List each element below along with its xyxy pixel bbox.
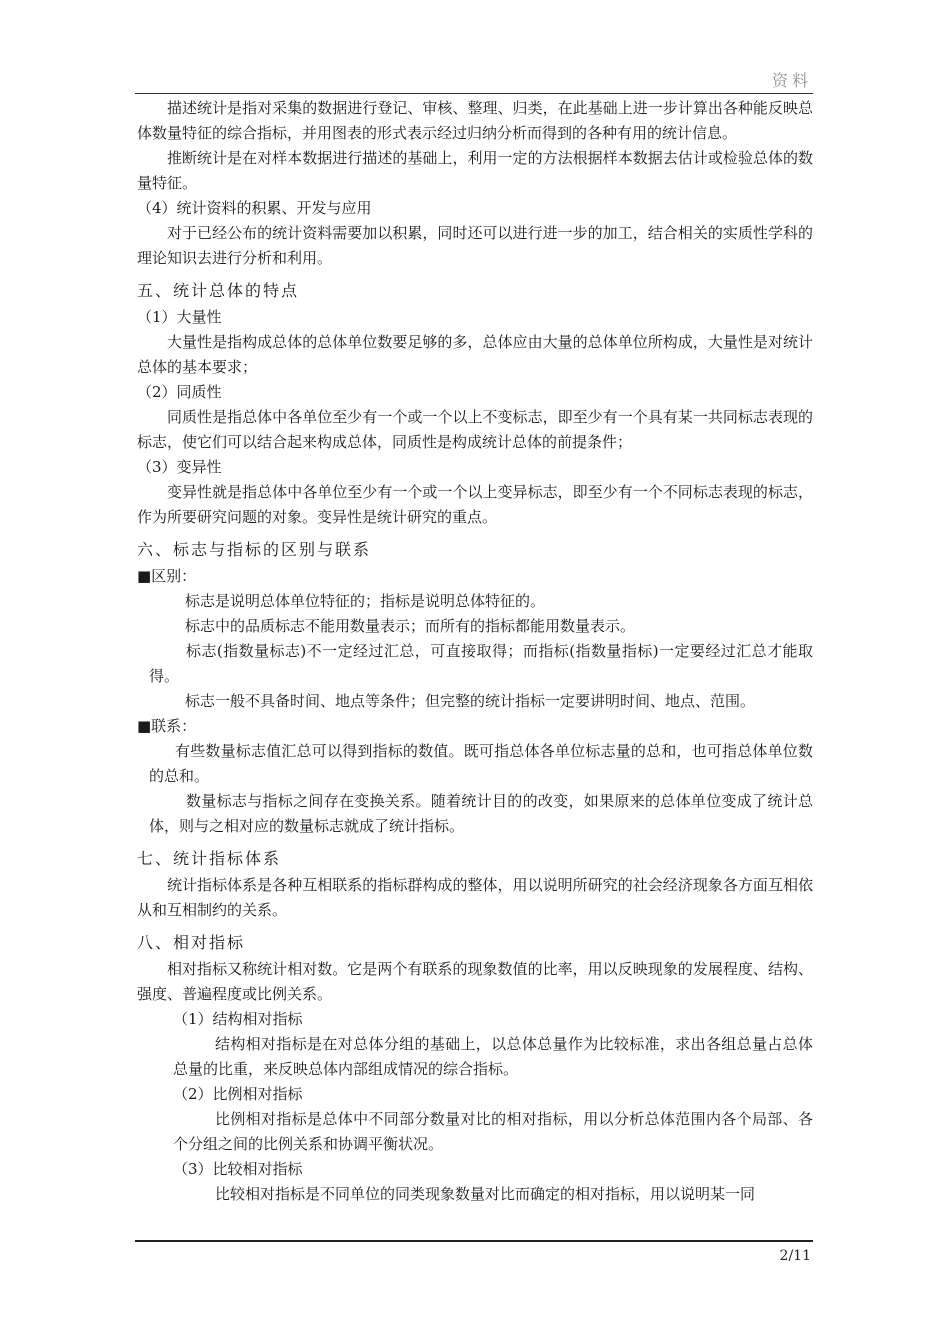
document-body — [137, 96, 813, 1207]
header-divider — [135, 93, 813, 94]
running-header: 资料 — [771, 71, 812, 90]
section-8-body: 相对指标又称统计相对数。它是两个有联系的现象数值的比率，用以反映现象的发展程度、结构、强度、普遍程度或比例关系。 — [137, 960, 813, 1003]
connection-item-2: 数量标志与指标之间存在变换关系。随着统计目的的改变，如果原来的总体单位变成了统计总体，则与之相对应的数量标志就成了统计指标。 — [149, 792, 813, 835]
section-8-item-3-body: 比较相对指标是不同单位的同类现象数量对比而确定的相对指标，用以说明某一同 — [215, 1185, 756, 1203]
section-5-item-2-body: 同质性是指总体中各单位至少有一个或一个以上不变标志，即至少有一个具有某一共同标志表现的标志，使它们可以结合起来构成总体，同质性是构成统计总体的前提条件； — [137, 408, 813, 451]
difference-label: ■区别： — [137, 567, 197, 585]
section-8-item-1-body: 结构相对指标是在对总体分组的基础上，以总体总量作为比较标准，求出各组总量占总体总量的比重，来反映总体内部组成情况的综合指标。 — [173, 1035, 813, 1078]
section-5-item-2-title: （2）同质性 — [137, 383, 222, 401]
section-7-heading: 七、统计指标体系 — [137, 849, 282, 868]
difference-item-2: 标志中的品质标志不能用数量表示；而所有的指标都能用数量表示。 — [185, 617, 636, 635]
section-6-heading: 六、标志与指标的区别与联系 — [137, 540, 372, 559]
section-7-body: 统计指标体系是各种互相联系的指标群构成的整体，用以说明所研究的社会经济现象各方面互相依从和互相制约的关系。 — [137, 876, 813, 919]
connection-label: ■联系： — [137, 717, 197, 735]
section-5-item-3-body: 变异性就是指总体中各单位至少有一个或一个以上变异标志，即至少有一个不同标志表现的标志，作为所要研究问题的对象。变异性是统计研究的重点。 — [137, 483, 813, 526]
footer-divider — [135, 1240, 813, 1242]
difference-item-4: 标志一般不具备时间、地点等条件；但完整的统计指标一定要讲明时间、地点、范围。 — [185, 692, 756, 710]
section-5-item-3-title: （3）变异性 — [137, 458, 222, 476]
section-8-item-1-title: （1）结构相对指标 — [173, 1010, 303, 1028]
paragraph-inferential-statistics: 推断统计是在对样本数据进行描述的基础上，利用一定的方法根据样本数据去估计或检验总体的数量特征。 — [137, 149, 813, 192]
item-4-title: （4）统计资料的积累、开发与应用 — [137, 199, 372, 217]
section-5-item-1-body: 大量性是指构成总体的总体单位数要足够的多，总体应由大量的总体单位所构成，大量性是对统计总体的基本要求； — [137, 333, 813, 376]
difference-item-3: 标志(指数量标志)不一定经过汇总，可直接取得；而指标(指数量指标)一定要经过汇总才能取得。 — [149, 642, 813, 685]
section-5-heading: 五、统计总体的特点 — [137, 281, 300, 300]
section-8-item-2-title: （2）比例相对指标 — [173, 1085, 303, 1103]
page-number: 2/11 — [779, 1248, 811, 1264]
section-8-item-3-title: （3）比较相对指标 — [173, 1160, 303, 1178]
item-4-body: 对于已经公布的统计资料需要加以积累，同时还可以进行进一步的加工，结合相关的实质性学科的理论知识去进行分析和利用。 — [137, 224, 813, 267]
section-5-item-1-title: （1）大量性 — [137, 308, 222, 326]
section-8-item-2-body: 比例相对指标是总体中不同部分数量对比的相对指标，用以分析总体范围内各个局部、各个分组之间的比例关系和协调平衡状况。 — [173, 1110, 813, 1153]
paragraph-descriptive-statistics: 描述统计是指对采集的数据进行登记、审核、整理、归类，在此基础上进一步计算出各种能反映总体数量特征的综合指标，并用图表的形式表示经过归纳分析而得到的各种有用的统计信息。 — [137, 99, 813, 142]
section-8-heading: 八、相对指标 — [137, 933, 246, 952]
difference-item-1: 标志是说明总体单位特征的；指标是说明总体特征的。 — [185, 592, 546, 610]
connection-item-1: 有些数量标志值汇总可以得到指标的数值。既可指总体各单位标志量的总和，也可指总体单位数的总和。 — [149, 742, 813, 785]
